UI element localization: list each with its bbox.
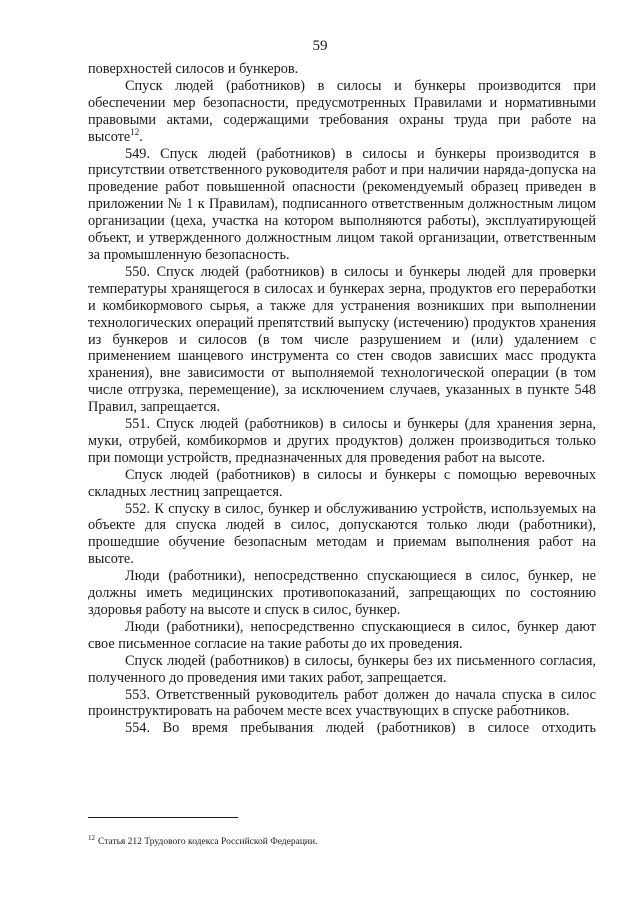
paragraph-continuation: поверхностей силосов и бункеров.	[88, 61, 299, 77]
footnote-number: 12	[88, 833, 95, 842]
footnote-reference: 12	[130, 126, 140, 137]
paragraph-rope-ladders: Спуск людей (работников) в силосы и бункеры с помощью веревочных складных лестниц запрещается.	[88, 466, 596, 500]
footnote-divider	[88, 817, 238, 818]
paragraph-written-consent: Люди (работники), непосредственно спускающиеся в силос, бункер дают свое письменное согласие на такие работы до их проведения.	[88, 618, 596, 652]
page-number: 59	[312, 38, 328, 54]
paragraph-550: 550. Спуск людей (работников) в силосы и бункеры людей для проверки температуры хранящегося в силосах и бункерах зерна, продуктов его переработки и комбикормового сырья, а также для устранения возникших при выполнении технологических операций препятствий выпуску (истечению) продуктов хранения из бункеров и силосов (в том числе разрушением и (или) удалением с применением шанцевого инструмента со стен сводов зависших масс продукта хранения), вне зависимости от выполняемой технологической операции (в том числе отгрузка, перемещение), за исключением случаев, указанных в пункте 548 Правил, запрещается.	[88, 263, 596, 416]
footnote	[88, 833, 596, 848]
footnote-text: Статья 212 Трудового кодекса Российской Федерации.	[98, 837, 318, 847]
paragraph-554: 554. Во время пребывания людей (работников) в силосе отходить	[125, 720, 596, 737]
paragraph-medical: Люди (работники), непосредственно спускающиеся в силос, бункер, не должны иметь медицинских противопоказаний, запрещающих по состоянию здоровья работу на высоте и спуск в силос, бункер.	[88, 568, 596, 618]
paragraph-552: 552. К спуску в силос, бункер и обслуживанию устройств, используемых на объекте для спуска людей в силос, допускаются только люди (работники), прошедшие обучение безопасным методам и приемам выполнения работ на высоте.	[88, 500, 596, 568]
document-body	[88, 61, 596, 737]
paragraph-549: 549. Спуск людей (работников) в силосы и бункеры производится в присутствии ответственного руководителя работ и при наличии наряда-допуска на проведение работ повышенной опасности (рекомендуемый образец приведен в приложении № 1 к Правилам), подписанного ответственным должностным лицом организации (цеха, участка на котором выполняются работы), эксплуатирующей объект, и утвержденного должностным лицом такой организации, ответственным за промышленную безопасность.	[88, 145, 596, 263]
paragraph-text: Спуск людей (работников) в силосы и бункеры производится при обеспечении мер безопасности, предусмотренных Правилами и нормативными правовыми актами, содержащими требования охраны труда при работе на высоте	[88, 77, 596, 145]
paragraph-consent-prohibition: Спуск людей (работников) в силосы, бункеры без их письменного согласия, полученного до проведения ими таких работ, запрещается.	[88, 652, 596, 686]
paragraph-safety-measures	[88, 78, 596, 146]
paragraph-tail: .	[139, 128, 143, 145]
paragraph-551: 551. Спуск людей (работников) в силосы и бункеры (для хранения зерна, муки, отрубей, комбикормов и других продуктов) должен производиться только при помощи устройств, предназначенных для проведения работ на высоте.	[88, 416, 596, 466]
paragraph-553: 553. Ответственный руководитель работ должен до начала спуска в силос проинструктировать на рабочем месте всех участвующих в спуске работников.	[88, 686, 596, 720]
